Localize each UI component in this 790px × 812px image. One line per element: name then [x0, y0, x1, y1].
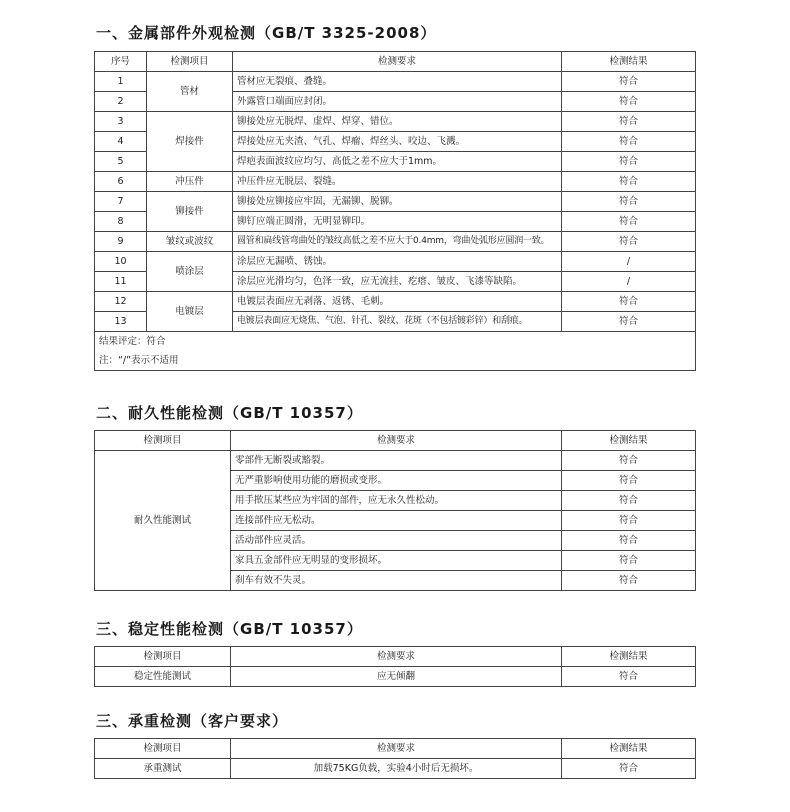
section1-title: 一、金属部件外观检测（GB/T 3325-2008） [96, 24, 437, 42]
row-no: 8 [95, 212, 147, 232]
header-result: 检测结果 [562, 431, 696, 451]
row-result: 符合 [562, 451, 696, 471]
section2-title: 二、耐久性能检测（GB/T 10357） [96, 404, 363, 422]
row-requirement: 管材应无裂痕、叠缝。 [233, 72, 562, 92]
table-header-row [95, 647, 696, 667]
row-requirement: 连接部件应无松动。 [231, 511, 562, 531]
table-row [95, 759, 696, 779]
row-requirement: 无严重影响使用功能的磨损或变形。 [231, 471, 562, 491]
table-row [95, 232, 696, 252]
table-row [95, 451, 696, 471]
row-requirement: 焊接处应无夹渣、气孔、焊瘤、焊丝头、咬边、飞溅。 [233, 132, 562, 152]
row-no: 7 [95, 192, 147, 212]
row-requirement: 活动部件应灵活。 [231, 531, 562, 551]
row-requirement: 零部件无断裂或豁裂。 [231, 451, 562, 471]
header-result: 检测结果 [562, 647, 696, 667]
header-result: 检测结果 [562, 739, 696, 759]
row-result: 符合 [562, 172, 696, 192]
row-result: 符合 [562, 152, 696, 172]
row-result: 符合 [562, 292, 696, 312]
table-header-row [95, 52, 696, 72]
row-no: 11 [95, 272, 147, 292]
row-result: 符合 [562, 312, 696, 332]
header-item: 检测项目 [95, 647, 231, 667]
table-row [95, 172, 696, 192]
row-no: 12 [95, 292, 147, 312]
row-no: 6 [95, 172, 147, 192]
row-item: 皱纹或波纹 [147, 232, 233, 252]
table-row [95, 667, 696, 687]
row-requirement: 刹车有效不失灵。 [231, 571, 562, 591]
header-requirement: 检测要求 [231, 739, 562, 759]
section4-title: 三、承重检测（客户要求） [96, 712, 289, 730]
table-row [95, 292, 696, 312]
row-no: 3 [95, 112, 147, 132]
row-item: 耐久性能测试 [95, 451, 231, 591]
row-requirement: 电镀层表面应无剥落、返锈、毛刺。 [233, 292, 562, 312]
row-result: 符合 [562, 667, 696, 687]
row-no: 10 [95, 252, 147, 272]
conclusion-text: 结果评定：符合 [95, 332, 696, 352]
row-item: 铆接件 [147, 192, 233, 232]
table-row [95, 192, 696, 212]
row-no: 4 [95, 132, 147, 152]
row-item: 焊接件 [147, 112, 233, 172]
row-requirement: 涂层应光滑均匀，色泽一致，应无流挂、疙瘩、皱皮、飞漆等缺陷。 [233, 272, 562, 292]
header-requirement: 检测要求 [231, 431, 562, 451]
load-bearing-table [94, 738, 696, 779]
header-no: 序号 [95, 52, 147, 72]
row-no: 5 [95, 152, 147, 172]
section3-title: 三、稳定性能检测（GB/T 10357） [96, 620, 363, 638]
row-requirement: 铆接处应无脱焊、虚焊、焊穿、错位。 [233, 112, 562, 132]
row-result: 符合 [562, 132, 696, 152]
table-row [95, 112, 696, 132]
note-row [95, 351, 696, 371]
row-requirement: 焊疤表面波纹应均匀、高低之差不应大于1mm。 [233, 152, 562, 172]
row-requirement: 加载75KG负载，实验4小时后无损坏。 [231, 759, 562, 779]
row-requirement: 铆钉应端正圆滑，无明显铆印。 [233, 212, 562, 232]
row-result: 符合 [562, 212, 696, 232]
header-item: 检测项目 [147, 52, 233, 72]
row-result: 符合 [562, 471, 696, 491]
table-header-row [95, 431, 696, 451]
row-requirement: 圆管和扁线管弯曲处的皱纹高低之差不应大于0.4mm，弯曲处弧形应圆润一致。 [233, 232, 562, 252]
row-result: 符合 [562, 92, 696, 112]
row-no: 1 [95, 72, 147, 92]
row-result: 符合 [562, 72, 696, 92]
stability-table [94, 646, 696, 687]
row-no: 9 [95, 232, 147, 252]
row-item: 电镀层 [147, 292, 233, 332]
row-result: 符合 [562, 531, 696, 551]
header-requirement: 检测要求 [231, 647, 562, 667]
table-header-row [95, 739, 696, 759]
note-text: 注：“/”表示不适用 [95, 351, 696, 371]
row-result: 符合 [562, 232, 696, 252]
row-item: 稳定性能测试 [95, 667, 231, 687]
row-result: 符合 [562, 551, 696, 571]
header-result: 检测结果 [562, 52, 696, 72]
row-requirement: 应无倾翻 [231, 667, 562, 687]
header-requirement: 检测要求 [233, 52, 562, 72]
row-result: 符合 [562, 112, 696, 132]
row-result: 符合 [562, 759, 696, 779]
row-result: 符合 [562, 511, 696, 531]
header-item: 检测项目 [95, 739, 231, 759]
row-result: 符合 [562, 192, 696, 212]
table-row [95, 252, 696, 272]
metal-parts-table [94, 51, 696, 371]
row-item: 冲压件 [147, 172, 233, 192]
durability-table [94, 430, 696, 591]
row-requirement: 涂层应无漏喷、锈蚀。 [233, 252, 562, 272]
row-requirement: 用手揿压某些应为牢固的部件，应无永久性松动。 [231, 491, 562, 511]
row-item: 喷涂层 [147, 252, 233, 292]
row-requirement: 电镀层表面应无烧焦、气泡、针孔、裂纹、花斑（不包括镀彩锌）和刮痕。 [233, 312, 562, 332]
table-row [95, 72, 696, 92]
header-item: 检测项目 [95, 431, 231, 451]
row-item: 管材 [147, 72, 233, 112]
row-result: / [562, 252, 696, 272]
row-requirement: 外露管口端面应封闭。 [233, 92, 562, 112]
row-no: 13 [95, 312, 147, 332]
row-item: 承重测试 [95, 759, 231, 779]
row-requirement: 冲压件应无脱层、裂缝。 [233, 172, 562, 192]
row-requirement: 家具五金部件应无明显的变形损坏。 [231, 551, 562, 571]
row-result: 符合 [562, 491, 696, 511]
row-result: 符合 [562, 571, 696, 591]
conclusion-row [95, 332, 696, 352]
row-result: / [562, 272, 696, 292]
row-requirement: 铆接处应铆接应牢固，无漏铆、脱铆。 [233, 192, 562, 212]
row-no: 2 [95, 92, 147, 112]
